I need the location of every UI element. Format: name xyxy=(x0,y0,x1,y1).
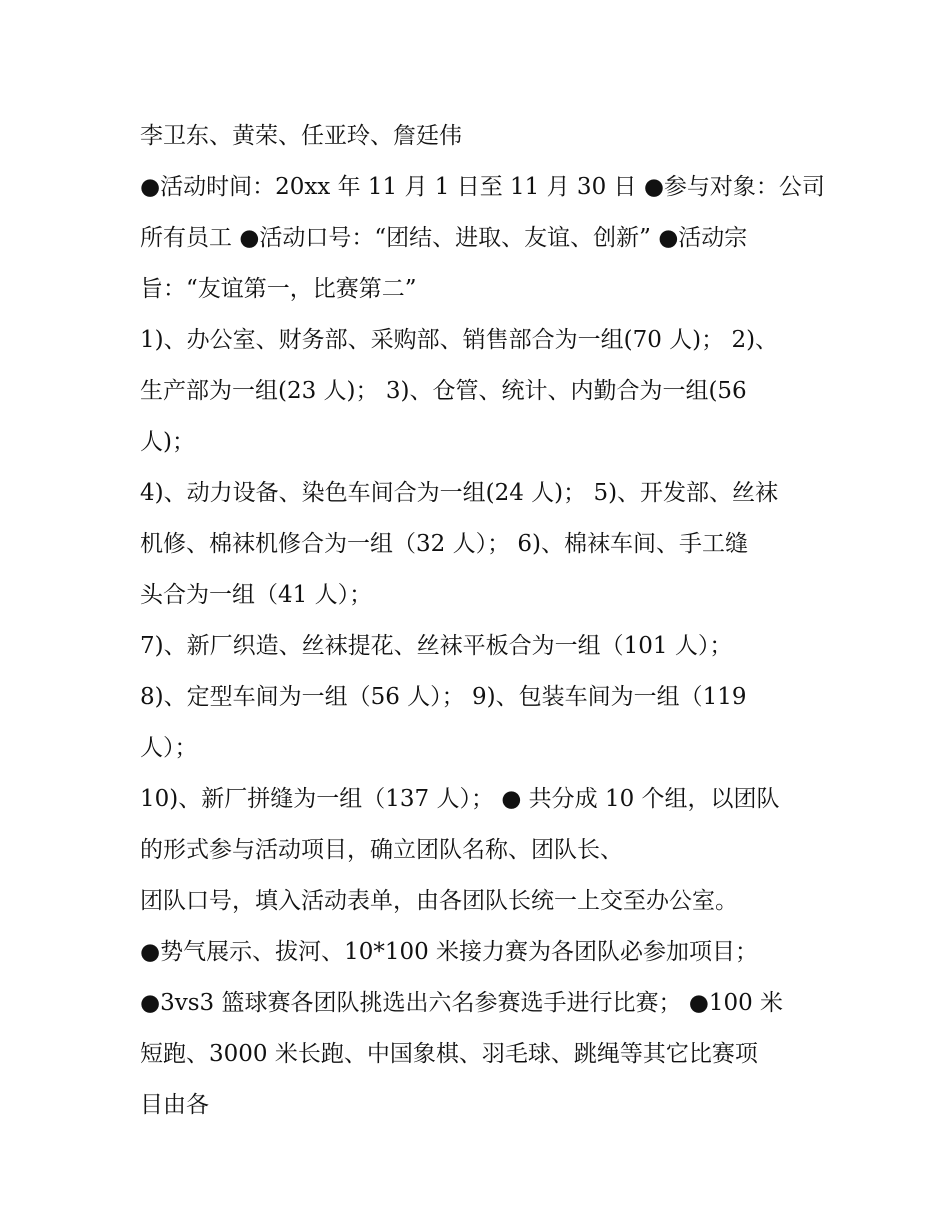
document-body xyxy=(140,111,825,1131)
text-line: ●3vs3 篮球赛各团队挑选出六名参赛选手进行比赛； ●100 米 xyxy=(140,990,784,1016)
text-line: 10)、新厂拼缝为一组（137 人）； ● 共分成 10 个组，以团队 xyxy=(140,786,780,812)
text-line: 生产部为一组(23 人)； 3)、仓管、统计、内勤合为一组(56 xyxy=(140,378,747,404)
text-line: 8)、定型车间为一组（56 人）； 9)、包装车间为一组（119 xyxy=(140,684,747,710)
text-line: 所有员工 ●活动口号：“团结、进取、友谊、创新” ●活动宗 xyxy=(140,225,748,251)
text-line: ●势气展示、拔河、10*100 米接力赛为各团队必参加项目； xyxy=(140,939,759,965)
text-line: 机修、棉袜机修合为一组（32 人）； 6)、棉袜车间、手工缝 xyxy=(140,531,748,557)
text-line: 4)、动力设备、染色车间合为一组(24 人)； 5)、开发部、丝袜 xyxy=(140,480,779,506)
text-line: 目由各 xyxy=(140,1092,209,1118)
text-line: 头合为一组（41 人）； xyxy=(140,582,373,608)
text-line: 7)、新厂织造、丝袜提花、丝袜平板合为一组（101 人）； xyxy=(140,633,733,659)
text-line: ●活动时间：20xx 年 11 月 1 日至 11 月 30 日 ●参与对象：公司 xyxy=(140,174,825,200)
text-line: 1)、办公室、财务部、采购部、销售部合为一组(70 人)； 2)、 xyxy=(140,327,779,353)
text-line: 人)； xyxy=(140,429,195,455)
text-line: 李卫东、黄荣、任亚玲、詹廷伟 xyxy=(140,123,462,149)
text-line: 团队口号，填入活动表单，由各团队长统一上交至办公室。 xyxy=(140,888,738,914)
text-line: 短跑、3000 米长跑、中国象棋、羽毛球、跳绳等其它比赛项 xyxy=(140,1041,758,1067)
text-line: 旨：“友谊第一，比赛第二” xyxy=(140,276,417,302)
text-line: 人）； xyxy=(140,735,198,761)
text-line: 的形式参与活动项目，确立团队名称、团队长、 xyxy=(140,837,623,863)
